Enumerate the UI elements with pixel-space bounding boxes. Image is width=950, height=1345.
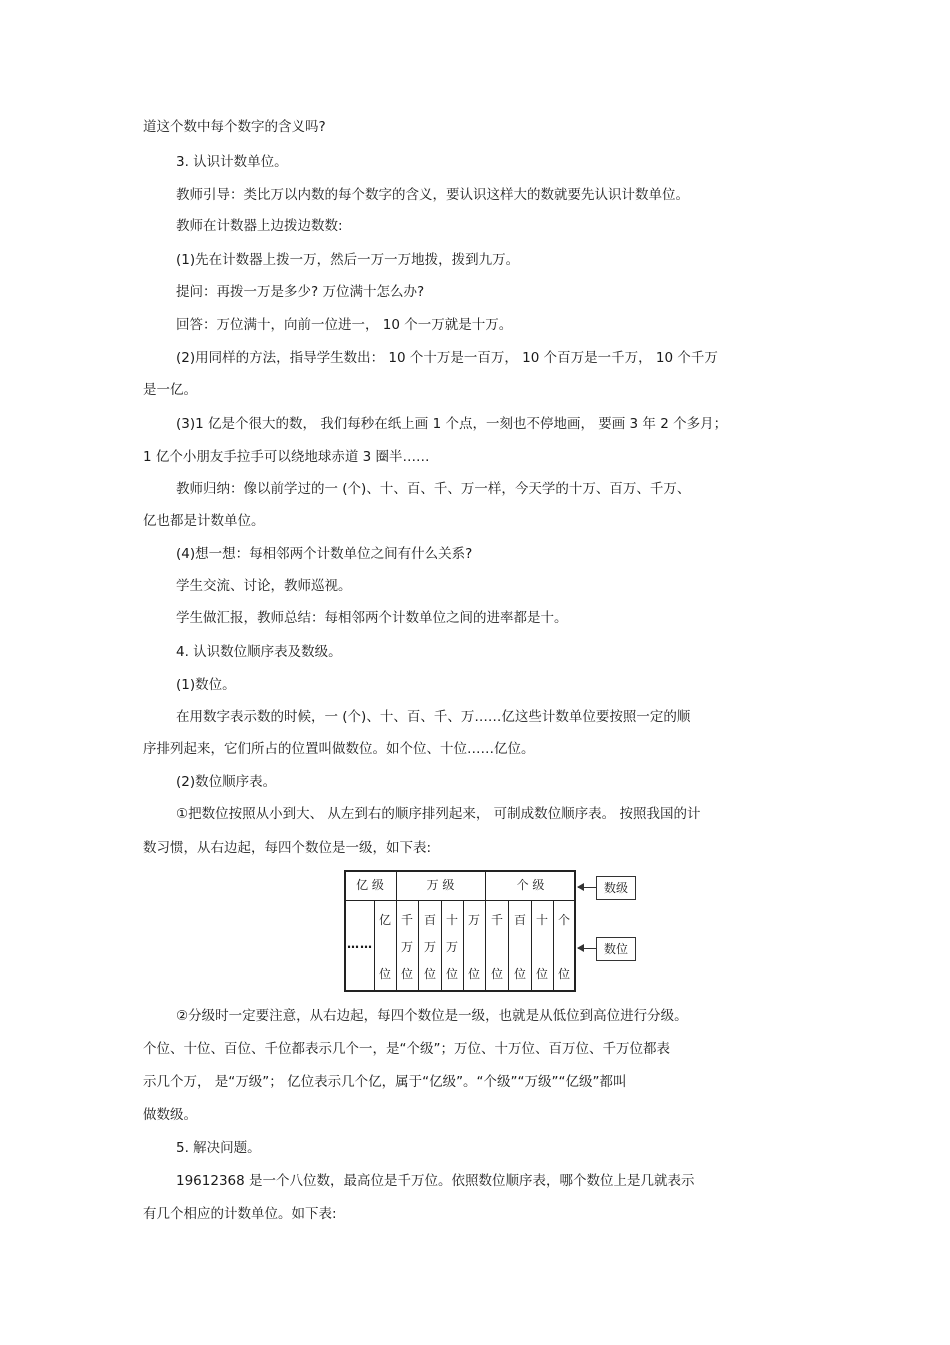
arrow-icon xyxy=(578,948,596,949)
text-line: 做数级。 xyxy=(143,1107,197,1123)
place-qian-char: 位 xyxy=(490,967,503,981)
text-line: 是一亿。 xyxy=(143,382,197,398)
place-wan-char: 位 xyxy=(467,967,480,981)
section-heading: 5. 解决问题。 xyxy=(176,1140,261,1156)
level-header-wan: 万 级 xyxy=(426,878,455,892)
place-baiwan-char: 百 xyxy=(423,913,436,927)
table-divider xyxy=(344,900,576,901)
place-ge-char: 位 xyxy=(557,967,570,981)
place-shiwan-char: 十 xyxy=(445,913,458,927)
text-line: (2)数位顺序表。 xyxy=(176,774,277,790)
text-line: 有几个相应的计数单位。如下表: xyxy=(143,1206,337,1222)
text-line: (1)先在计数器上拨一万，然后一万一万地拨，拨到九万。 xyxy=(176,252,520,268)
place-shi-char: 十 xyxy=(535,913,548,927)
text-line: (1)数位。 xyxy=(176,677,236,693)
place-shi-char: 位 xyxy=(535,967,548,981)
text-line: (4)想一想：每相邻两个计数单位之间有什么关系? xyxy=(176,546,473,562)
place-shiwan-char: 位 xyxy=(445,967,458,981)
text-line: (2)用同样的方法，指导学生数出： 10 个十万是一百万， 10 个百万是一千万， 10 个千万 xyxy=(176,350,718,366)
place-qianwan-char: 千 xyxy=(400,913,413,927)
text-line: ②分级时一定要注意，从右边起，每四个数位是一级，也就是从低位到高位进行分级。 xyxy=(176,1008,688,1024)
text-line: 1 亿个小朋友手拉手可以绕地球赤道 3 圈半…… xyxy=(143,449,430,465)
text-line: 亿也都是计数单位。 xyxy=(143,513,265,529)
text-line: ①把数位按照从小到大、 从左到右的顺序排列起来， 可制成数位顺序表。 按照我国的计 xyxy=(176,806,701,822)
text-line: (3)1 亿是个很大的数， 我们每秒在纸上画 1 个点，一刻也不停地画， 要画 3 年 2 个多月； xyxy=(176,416,728,432)
text-line: 学生交流、讨论，教师巡视。 xyxy=(176,578,352,594)
label-number-places: 数位 xyxy=(596,937,636,961)
place-shiwan-char: 万 xyxy=(445,940,458,954)
label-number-levels: 数级 xyxy=(596,876,636,900)
place-baiwan-char: 位 xyxy=(423,967,436,981)
place-qian-char: 千 xyxy=(490,913,503,927)
continuation-dots: …… xyxy=(347,937,373,951)
place-wan-char: 万 xyxy=(467,913,480,927)
text-line: 序排列起来，它们所占的位置叫做数位。如个位、十位……亿位。 xyxy=(143,741,535,757)
place-baiwan-char: 万 xyxy=(423,940,436,954)
place-bai-char: 百 xyxy=(513,913,526,927)
place-qianwan-char: 位 xyxy=(400,967,413,981)
level-header-yi: 亿 级 xyxy=(356,878,384,892)
place-value-table xyxy=(344,870,576,992)
text-line: 个位、十位、百位、千位都表示几个一，是“个级”；万位、十万位、百万位、千万位都表 xyxy=(143,1041,670,1057)
place-qianwan-char: 万 xyxy=(400,940,413,954)
text-line: 教师归纳：像以前学过的一 (个)、十、百、千、万一样，今天学的十万、百万、千万、 xyxy=(176,481,691,497)
text-line: 19612368 是一个八位数，最高位是千万位。依照数位顺序表，哪个数位上是几就表示 xyxy=(176,1173,695,1189)
text-line: 教师在计数器上边拨边数数: xyxy=(176,218,343,234)
text-line: 提问：再拨一万是多少? 万位满十怎么办? xyxy=(176,284,425,300)
text-line: 回答：万位满十，向前一位进一， 10 个一万就是十万。 xyxy=(176,317,513,333)
section-heading: 3. 认识计数单位。 xyxy=(176,154,288,170)
text-line: 示几个万， 是“万级”； 亿位表示几个亿，属于“亿级”。“个级”“万级”“亿级”都叫 xyxy=(143,1074,627,1090)
text-line: 教师引导：类比万以内数的每个数字的含义，要认识这样大的数就要先认识计数单位。 xyxy=(176,187,689,203)
text-line: 在用数字表示数的时候，一 (个)、十、百、千、万……亿这些计数单位要按照一定的顺 xyxy=(176,709,691,725)
arrow-icon xyxy=(578,887,596,888)
place-ge-char: 个 xyxy=(557,913,570,927)
place-bai-char: 位 xyxy=(513,967,526,981)
section-heading: 4. 认识数位顺序表及数级。 xyxy=(176,644,342,660)
place-yi-char: 亿 xyxy=(378,913,391,927)
text-line: 数习惯，从右边起，每四个数位是一级，如下表: xyxy=(143,840,432,856)
text-line: 学生做汇报，教师总结：每相邻两个计数单位之间的进率都是十。 xyxy=(176,610,568,626)
place-yi-char: 位 xyxy=(378,967,391,981)
text-line: 道这个数中每个数字的含义吗? xyxy=(143,119,326,135)
level-header-ge: 个 级 xyxy=(516,878,545,892)
